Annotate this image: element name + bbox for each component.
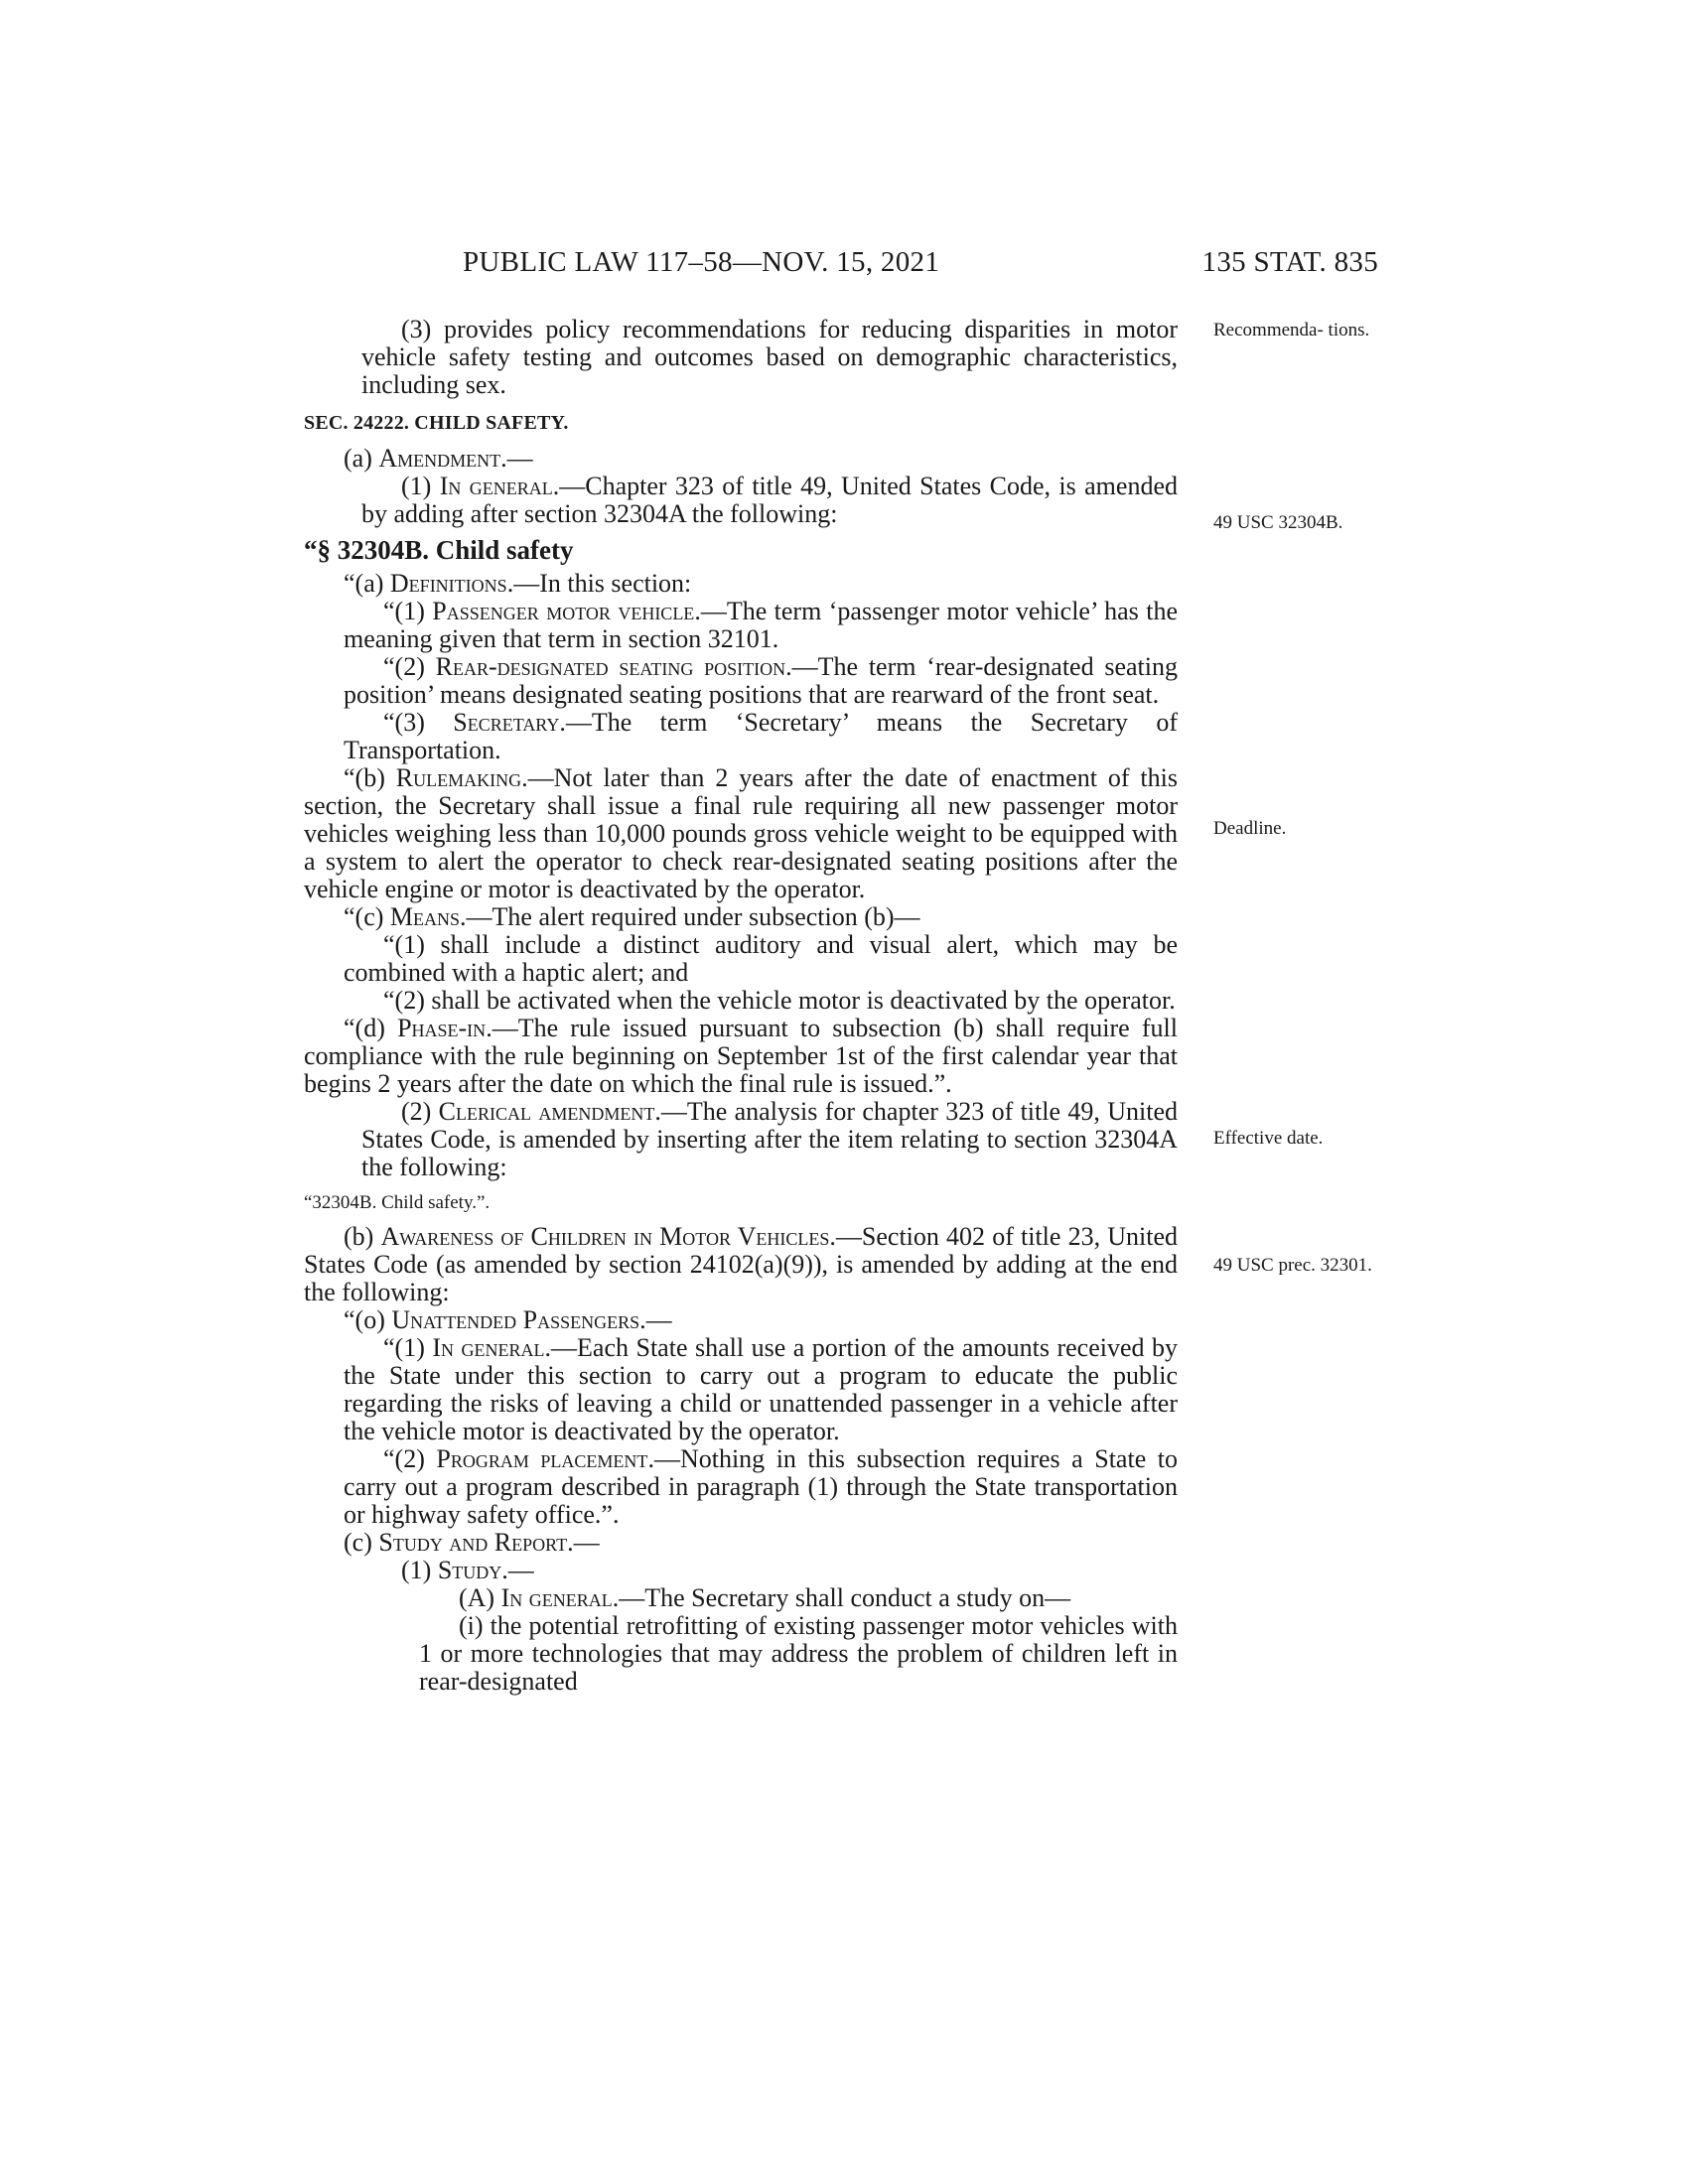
text: .—Each State shall use a portion of the amounts received by the State under this section to carry out a program to educate the public regarding the risks of leaving a child or unattended passenger in a vehicle after the vehicle motor is deactivated by the operator. <box>344 1333 1178 1445</box>
new-section-title: “§ 32304B. Child safety <box>304 535 574 565</box>
subsection-b <box>304 1223 1178 1306</box>
heading: Phase-in <box>397 1014 487 1042</box>
table-of-sections-item: “32304B. Child safety.”. <box>304 1192 491 1213</box>
heading: Awareness of Children in Motor Vehicles <box>380 1222 830 1251</box>
heading: Unattended Passengers <box>391 1305 640 1334</box>
heading: In general <box>500 1583 613 1612</box>
definition-1 <box>304 598 1178 653</box>
label: “(d) <box>344 1014 398 1042</box>
label: (b) <box>344 1222 381 1251</box>
quoted-subsection-a <box>304 570 1178 598</box>
margin-note-effective-date: Effective date. <box>1213 1128 1324 1149</box>
quoted-subsection-d <box>304 1015 1178 1098</box>
heading: Definitions <box>389 569 507 598</box>
heading: Program placement <box>436 1444 648 1473</box>
heading: Rear-designated seating position <box>435 652 786 681</box>
paragraph-c-1 <box>304 1557 1178 1584</box>
text: .—Section 402 of title 23, United States Code (as amended by section 24102(a)(9)), is amended by adding at the end the following: <box>304 1222 1178 1306</box>
section-heading: SEC. 24222. CHILD SAFETY. <box>304 412 569 434</box>
text: .—The rule issued pursuant to subsection (b) shall require full compliance with the rule beginning on September 1st of the first calendar year that begins 2 years after the date on which the final rule is issued.”. <box>304 1014 1178 1098</box>
label: “(3) <box>383 708 454 737</box>
page-header <box>298 246 1378 286</box>
margin-note-deadline: Deadline. <box>1213 818 1287 839</box>
text: .—The Secretary shall conduct a study on— <box>612 1583 1071 1612</box>
heading: Clerical amendment <box>438 1097 655 1126</box>
heading: In general <box>432 1333 545 1362</box>
heading: In general <box>439 472 553 500</box>
text: .— <box>500 444 533 473</box>
label: (1) <box>401 1556 438 1584</box>
text: .— <box>567 1528 600 1557</box>
quoted-paragraph-o-1 <box>304 1334 1178 1445</box>
label: “(1) <box>383 1333 433 1362</box>
quoted-subsection-b <box>304 764 1178 903</box>
margin-note-usc-32304b: 49 USC 32304B. <box>1213 512 1343 533</box>
text: .—Chapter 323 of title 49, United States Code, is amended by adding after section 32304A the following: <box>361 472 1178 528</box>
statute-body <box>304 316 1178 1696</box>
running-head: PUBLIC LAW 117–58—NOV. 15, 2021 <box>463 246 940 278</box>
text: .— <box>639 1305 672 1334</box>
heading: Study and Report <box>378 1528 568 1557</box>
label: “(o) <box>344 1305 392 1334</box>
subsection-c <box>304 1529 1178 1557</box>
margin-note-usc-prec: 49 USC prec. 32301. <box>1213 1255 1372 1276</box>
quoted-paragraph-o-2 <box>304 1445 1178 1529</box>
heading: Means <box>389 902 461 931</box>
label: “(c) <box>344 902 390 931</box>
text: .—The term ‘passenger motor vehicle’ has the meaning given that term in section 32101. <box>344 597 1178 653</box>
definition-2 <box>304 653 1178 709</box>
text: .—The analysis for chapter 323 of title 49, United States Code, is amended by inserting after the item relating to section 32304A the following: <box>361 1097 1178 1181</box>
label: (c) <box>344 1528 379 1557</box>
text: .—The term ‘rear-designated seating position’ means designated seating positions that are rearward of the front seat. <box>344 652 1179 709</box>
quoted-subsection-c <box>304 903 1178 931</box>
clause-c-1-A-i: (i) the potential retrofitting of existing passenger motor vehicles with 1 or more technologies that may address the problem of children left in rear-designated <box>419 1611 1178 1696</box>
subparagraph-c-1-A <box>304 1584 1178 1612</box>
heading: Rulemaking <box>395 763 522 792</box>
heading: Study <box>437 1556 502 1584</box>
heading: Passenger motor vehicle <box>432 597 695 625</box>
quoted-subsection-o <box>304 1306 1178 1334</box>
means-item-1: “(1) shall include a distinct auditory and visual alert, which may be combined with a haptic alert; and <box>344 930 1178 987</box>
heading: Secretary <box>453 708 560 737</box>
stat-page-reference: 135 STAT. 835 <box>1201 246 1378 278</box>
paragraph-3-recommendations: (3) provides policy recommendations for reducing disparities in motor vehicle safety testing and outcomes based on demographic characteristics, including sex. <box>361 315 1178 399</box>
paragraph-a-1 <box>304 473 1178 528</box>
text: .—In this section: <box>506 569 692 598</box>
label: “(b) <box>344 763 396 792</box>
label: “(1) <box>383 597 433 625</box>
text: .— <box>501 1556 534 1584</box>
label: (1) <box>401 472 440 500</box>
label: “(2) <box>383 1444 437 1473</box>
definition-3 <box>304 709 1178 764</box>
text: .—The term ‘Secretary’ means the Secretary of Transportation. <box>344 708 1179 764</box>
subsection-a <box>304 445 1178 473</box>
margin-note-recommendations: Recommenda- tions. <box>1213 320 1370 341</box>
means-item-2: “(2) shall be activated when the vehicle motor is deactivated by the operator. <box>383 986 1176 1015</box>
label: “(a) <box>344 569 390 598</box>
label: (A) <box>459 1583 501 1612</box>
label: (2) <box>401 1097 439 1126</box>
text: .—Not later than 2 years after the date of enactment of this section, the Secretary shall issue a final rule requiring all new passenger motor vehicles weighing less than 10,000 pounds gross vehicle weight to be equipped with a system to alert the operator to check rear-designated seating positions after the vehicle engine or motor is deactivated by the operator. <box>304 763 1178 903</box>
label: (a) <box>344 444 379 473</box>
heading: Amendment <box>378 444 501 473</box>
label: “(2) <box>383 652 436 681</box>
text: .—The alert required under subsection (b)— <box>460 902 920 931</box>
text: .—Nothing in this subsection requires a State to carry out a program described in paragraph (1) through the State transportation or highway safety office.”. <box>344 1444 1179 1529</box>
paragraph-a-2 <box>304 1098 1178 1181</box>
